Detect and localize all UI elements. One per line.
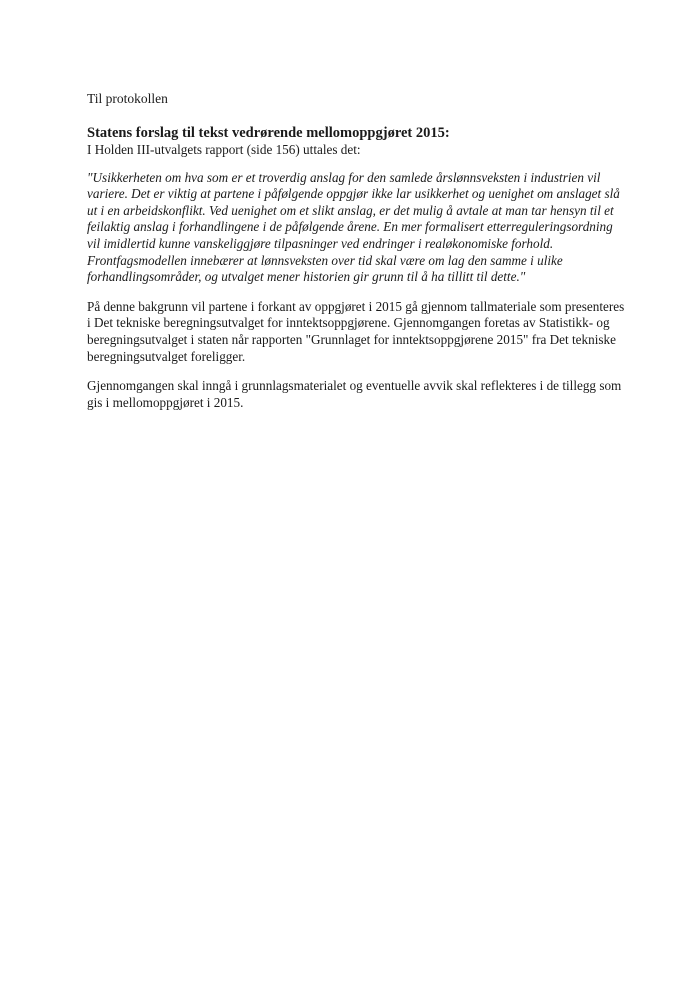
paragraph-1 [87, 298, 625, 365]
quote-line: feilaktig anslag i forhandlingene i de påfølgende årene. En mer formalisert etterreguleringsordning [87, 219, 613, 235]
paragraph-2 [87, 378, 622, 411]
quote-line: "Usikkerheten om hva som er et troverdig anslag for den samlede årslønnsveksten i industrien vil [87, 169, 601, 185]
header-label: Til protokollen [87, 91, 168, 106]
paragraph-line: beregningsutvalget i staten når rapporten "Grunnlaget for inntektsoppgjørene 2015" fra Det tekniske [87, 331, 616, 347]
quote-block [87, 169, 620, 286]
paragraph-line: Gjennomgangen skal inngå i grunnlagsmaterialet og eventuelle avvik skal reflekteres i de tillegg som [87, 378, 622, 394]
paragraph-line: gis i mellomoppgjøret i 2015. [87, 394, 244, 410]
paragraph-line: På denne bakgrunn vil partene i forkant av oppgjøret i 2015 gå gjennom tallmateriale som presenteres [87, 298, 625, 314]
quote-line: Frontfagsmodellen innebærer at lønnsveksten over tid skal være om lag den samme i ulike [87, 252, 563, 268]
quote-line: vil imidlertid kunne vanskeliggjøre tilpasninger ved endringer i realøkonomiske forhold. [87, 235, 554, 251]
paragraph-line: beregningsutvalget foreligger. [87, 348, 246, 364]
quote-line: forhandlingsområder, og utvalget mener historien gir grunn til å ha tillitt til dette." [87, 269, 526, 285]
quote-line: variere. Det er viktig at partene i påfølgende oppgjør ikke lar usikkerhet og uenighet om anslaget slå [87, 186, 620, 202]
document-page [87, 91, 625, 424]
paragraph-line: i Det tekniske beregningsutvalget for inntektsoppgjørene. Gjennomgangen foretas av Statistikk- og [87, 315, 610, 331]
intro-line: I Holden III-utvalgets rapport (side 156) uttales det: [87, 142, 361, 157]
quote-line: ut i en arbeidskonflikt. Ved uenighet om et slikt anslag, er det mulig å avtale at man tar hensyn til et [87, 202, 614, 218]
intro-text [87, 142, 617, 159]
document-title: Statens forslag til tekst vedrørende mellomoppgjøret 2015: [87, 125, 450, 141]
